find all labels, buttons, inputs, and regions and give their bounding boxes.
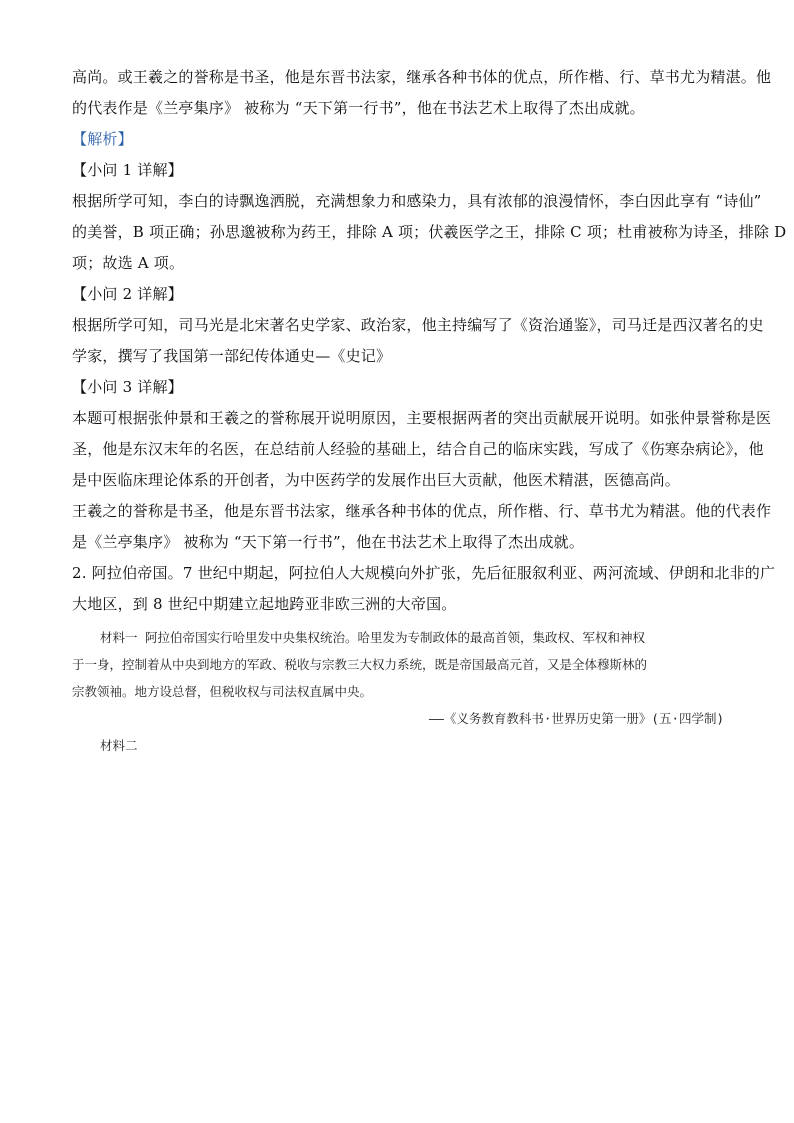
text-line: 根据所学可知，李白的诗飘逸洒脱，充满想象力和感染力，具有浓郁的浪漫情怀，李白因此享有 “诗仙” xyxy=(72,192,762,210)
text-line: 学家，撰写了我国第一部纪传体通史—《史记》 xyxy=(72,347,392,365)
q3-heading: 【小问 3 详解】 xyxy=(72,378,183,396)
previous-answer xyxy=(72,62,772,124)
analysis-heading: 【解析】 xyxy=(72,130,133,148)
text-line: 的代表作是《兰亭集序》 被称为 “天下第一行书”，他在书法艺术上取得了杰出成就。 xyxy=(72,99,645,117)
question-2 xyxy=(72,558,776,759)
material-source: ——《义务教育教科书·世界历史第一册》(五·四学制) xyxy=(428,711,724,726)
material-line: 于一身，控制着从中央到地方的军政、税收与宗教三大权力系统，既是帝国最高元首，又是全体穆斯林的 xyxy=(72,657,648,672)
material-line: 材料一 阿拉伯帝国实行哈里发中央集权统治。哈里发为专制政体的最高首领，集政权、军权和神权 xyxy=(100,630,646,645)
text-line: 圣，他是东汉末年的名医，在总结前人经验的基础上，结合自己的临床实践，写成了《伤寒杂病论》，他 xyxy=(72,440,764,458)
text-line: 的美誉，B 项正确；孙思邈被称为药王，排除 A 项；伏羲医学之王，排除 C 项；杜甫被称为诗圣，排除 D xyxy=(72,223,787,241)
text-line: 本题可根据张仲景和王羲之的誉称展开说明原因，主要根据两者的突出贡献展开说明。如张仲景誉称是医 xyxy=(72,409,772,427)
material-2-label: 材料二 xyxy=(100,738,138,753)
text-line: 项；故选 A 项。 xyxy=(72,254,185,272)
material-line: 宗教领袖。地方设总督，但税收权与司法权直属中央。 xyxy=(72,684,373,699)
text-line: 王羲之的誉称是书圣，他是东晋书法家，继承各种书体的优点，所作楷、行、草书尤为精湛。他的代表作 xyxy=(72,502,772,520)
question-2-stem: 大地区，到 8 世纪中期建立起地跨亚非欧三洲的大帝国。 xyxy=(72,595,457,613)
document-page xyxy=(72,62,787,759)
q1-heading: 【小问 1 详解】 xyxy=(72,161,183,179)
text-line: 是中医临床理论体系的开创者，为中医药学的发展作出巨大贡献，他医术精湛，医德高尚。 xyxy=(72,471,681,489)
material-1 xyxy=(72,624,724,732)
question-2-stem: 2. 阿拉伯帝国。7 世纪中期起，阿拉伯人大规模向外扩张，先后征服叙利亚、两河流域、伊朗和北非的广 xyxy=(72,564,776,582)
text-line: 根据所学可知，司马光是北宋著名史学家、政治家，他主持编写了《资治通鉴》，司马迁是西汉著名的史 xyxy=(72,316,764,334)
analysis-section xyxy=(72,124,787,558)
text-line: 是《兰亭集序》 被称为 “天下第一行书”，他在书法艺术上取得了杰出成就。 xyxy=(72,533,585,551)
q2-heading: 【小问 2 详解】 xyxy=(72,285,183,303)
text-line: 高尚。或王羲之的誉称是书圣，他是东晋书法家，继承各种书体的优点，所作楷、行、草书尤为精湛。他 xyxy=(72,68,772,86)
